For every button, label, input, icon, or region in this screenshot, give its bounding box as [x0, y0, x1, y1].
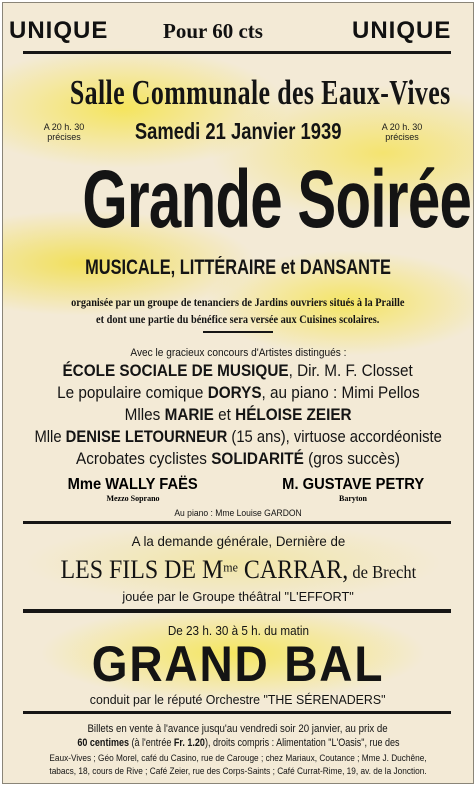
- play-intro: A la demande générale, Dernière de: [131, 533, 345, 549]
- artist-line-3: Mlles MARIE et HÉLOISE ZEIER: [124, 405, 352, 424]
- artists-intro: Avec le gracieux concours d'Artistes distingués :: [129, 347, 347, 359]
- ball-orchestra: conduit par le réputé Orchestre "THE SÉRENADERS": [90, 692, 386, 707]
- play-title: LES FILS DE $M^{me}$ CARRAR, de Brecht: [60, 555, 416, 584]
- tickets-line-4: tabacs, 18, cours de Rive ; Café Zeier, rue des Corps-Saints ; Café Currat-Rime, 19, av. de la Jonction.: [49, 766, 427, 776]
- ball-divider: [23, 609, 451, 613]
- header-price: Pour 60 cts: [163, 19, 263, 43]
- ball-title: GRAND BAL: [91, 636, 385, 692]
- tickets-divider: [23, 711, 451, 714]
- artist-line-2: Le populaire comique DORYS, au piano : Mimi Pellos: [56, 383, 420, 402]
- time-note-right: A 20 h. 30 précises: [381, 122, 423, 142]
- header-unique-left: UNIQUE: [9, 17, 109, 44]
- tickets-line-3: Eaux-Vives ; Géo Morel, café du Casino, rue de Carouge ; chez Mariaux, Coutance ; Mme J. Duchêne,: [49, 753, 427, 763]
- organiser-line-2: et dont une partie du bénéfice sera versée aux Cuisines scolaires.: [96, 312, 380, 326]
- play-divider: [23, 521, 451, 524]
- header-unique-right: UNIQUE: [352, 17, 452, 44]
- singer-right-name: M. GUSTAVE PETRY: [281, 476, 425, 493]
- subtitle: MUSICALE, LITTÉRAIRE et DANSANTE: [85, 256, 391, 279]
- singer-left-name: Mme WALLY FAËS: [67, 476, 199, 493]
- artist-line-5: Acrobates cyclistes SOLIDARITÉ (gros succès): [76, 449, 400, 468]
- main-title: Grande Soirée: [82, 154, 472, 245]
- tickets-line-2: 60 centimes (à l'entrée Fr. 1.20), droits compris : Alimentation "L'Oasis", rue des: [76, 737, 400, 749]
- header-divider: [23, 51, 451, 54]
- event-date: Samedi 21 Janvier 1939: [134, 118, 342, 144]
- artist-line-4: Mlle DENISE LETOURNEUR (15 ans), virtuose accordéoniste: [34, 427, 442, 446]
- artist-line-1: ÉCOLE SOCIALE DE MUSIQUE, Dir. M. F. Closset: [62, 361, 414, 380]
- short-divider: [203, 331, 273, 333]
- tickets-line-1: Billets en vente à l'avance jusqu'au vendredi soir 20 janvier, au prix de: [87, 723, 389, 735]
- time-note-left: A 20 h. 30 précises: [43, 122, 85, 142]
- venue-name: Salle Communale des Eaux-Vives: [69, 73, 451, 112]
- piano-credit: Au piano : Mme Louise GARDON: [174, 508, 302, 518]
- singer-right-role: Baryton: [339, 494, 367, 503]
- organiser-line-1: organisée par un groupe de tenanciers de Jardins ouvriers situés à la Praille: [71, 295, 405, 309]
- concert-poster: [2, 2, 474, 784]
- singer-left-role: Mezzo Soprano: [106, 494, 160, 503]
- ball-time: De 23 h. 30 à 5 h. du matin: [167, 623, 309, 638]
- play-performed-by: jouée par le Groupe théâtral "L'EFFORT": [122, 589, 354, 604]
